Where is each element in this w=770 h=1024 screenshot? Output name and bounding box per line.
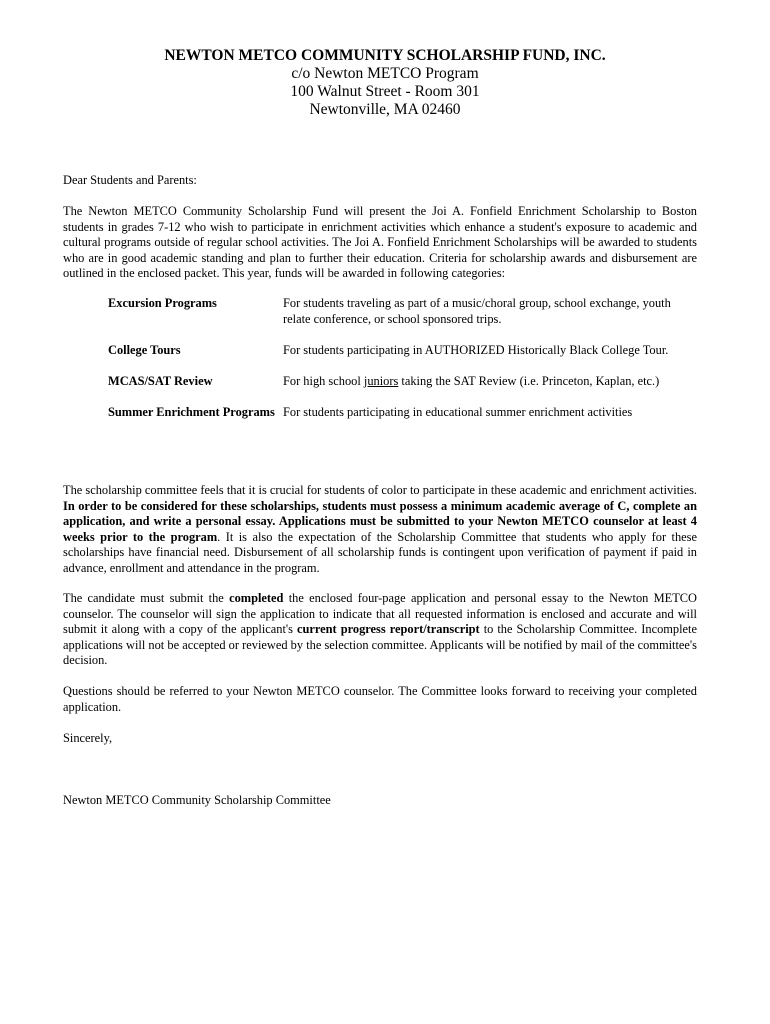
category-description: For students traveling as part of a music/choral group, school exchange, youth relate conference, or school sponsored trips. — [283, 296, 671, 326]
category-list — [108, 296, 698, 436]
category-item — [108, 343, 698, 359]
category-name: MCAS/SAT Review — [108, 373, 213, 388]
submission-part-2: the enclosed four-page application and personal essay to the Newton METCO counselor. The counselor will sign the application to indicate that all requested information is enclosed and accurate and will submit it along with a copy of the applicant's — [63, 591, 697, 637]
salutation: Dear Students and Parents: — [63, 173, 197, 187]
intro-paragraph: The Newton METCO Community Scholarship Fund will present the Joi A. Fonfield Enrichment Scholarship to Boston students in grades 7-12 who wish to participate in enrichment activities which enhance a student's exposure to academic and cultural programs outside of regular school activities. The Joi A. Fonfield Enrichment Scholarships will be awarded to students who are in good academic standing and plan to further their education. Criteria for scholarship awards and disbursement are outlined in the enclosed packet. This year, funds will be awarded in following categories: — [63, 204, 697, 281]
submission-part-1: The candidate must submit the — [63, 591, 230, 605]
care-of-line: c/o Newton METCO Program — [291, 65, 479, 82]
requirements-emphasis: In order to be considered for these scholarships, students must possess a minimum academic average of C, complete an application, and write a personal essay. Applications must be submitted to your Newton METCO counselor at least 4 weeks prior to the program — [63, 498, 697, 544]
requirements-paragraph — [63, 483, 697, 577]
juniors-emphasis: juniors — [363, 373, 399, 388]
city-address: Newtonville, MA 02460 — [309, 101, 461, 118]
questions-paragraph: Questions should be referred to your Newton METCO counselor. The Committee looks forward to receiving your completed application. — [63, 684, 697, 714]
transcript-emphasis: current progress report/transcript — [297, 622, 480, 637]
category-description-start: For high school — [283, 373, 364, 388]
category-description — [283, 374, 683, 390]
category-item — [108, 374, 698, 390]
organization-name: NEWTON METCO COMMUNITY SCHOLARSHIP FUND, INC. — [164, 47, 606, 64]
signature-line: Newton METCO Community Scholarship Committee — [63, 793, 331, 807]
category-description: For students participating in AUTHORIZED Historically Black College Tour. — [283, 342, 669, 357]
completed-emphasis: completed — [229, 591, 284, 605]
submission-paragraph — [63, 591, 697, 669]
street-address: 100 Walnut Street - Room 301 — [290, 83, 480, 100]
letterhead — [0, 46, 770, 119]
category-item — [108, 296, 698, 327]
category-name: Excursion Programs — [108, 296, 217, 310]
category-description: For students participating in educational summer enrichment activities — [283, 404, 633, 419]
requirements-intro: The scholarship committee feels that it is crucial for students of color to participate in these academic and enrichment activities. — [63, 483, 697, 497]
requirements-detail: . It is also the expectation of the Scholarship Committee that students who apply for these scholarships have financial need. Disbursement of all scholarship funds is contingent upon verification of payment if paid in advance, enrollment and attendance in the program. — [63, 529, 697, 575]
category-item — [108, 405, 698, 421]
category-description-end: taking the SAT Review (i.e. Princeton, Kaplan, etc.) — [398, 373, 660, 388]
category-name: College Tours — [108, 342, 181, 357]
category-name: Summer Enrichment Programs — [108, 404, 275, 419]
submission-part-3: to the Scholarship Committee. Incomplete applications will not be accepted or reviewed by the selection committee. Applicants will be notified by mail of the committee's decision. — [63, 622, 697, 668]
closing: Sincerely, — [63, 731, 113, 745]
